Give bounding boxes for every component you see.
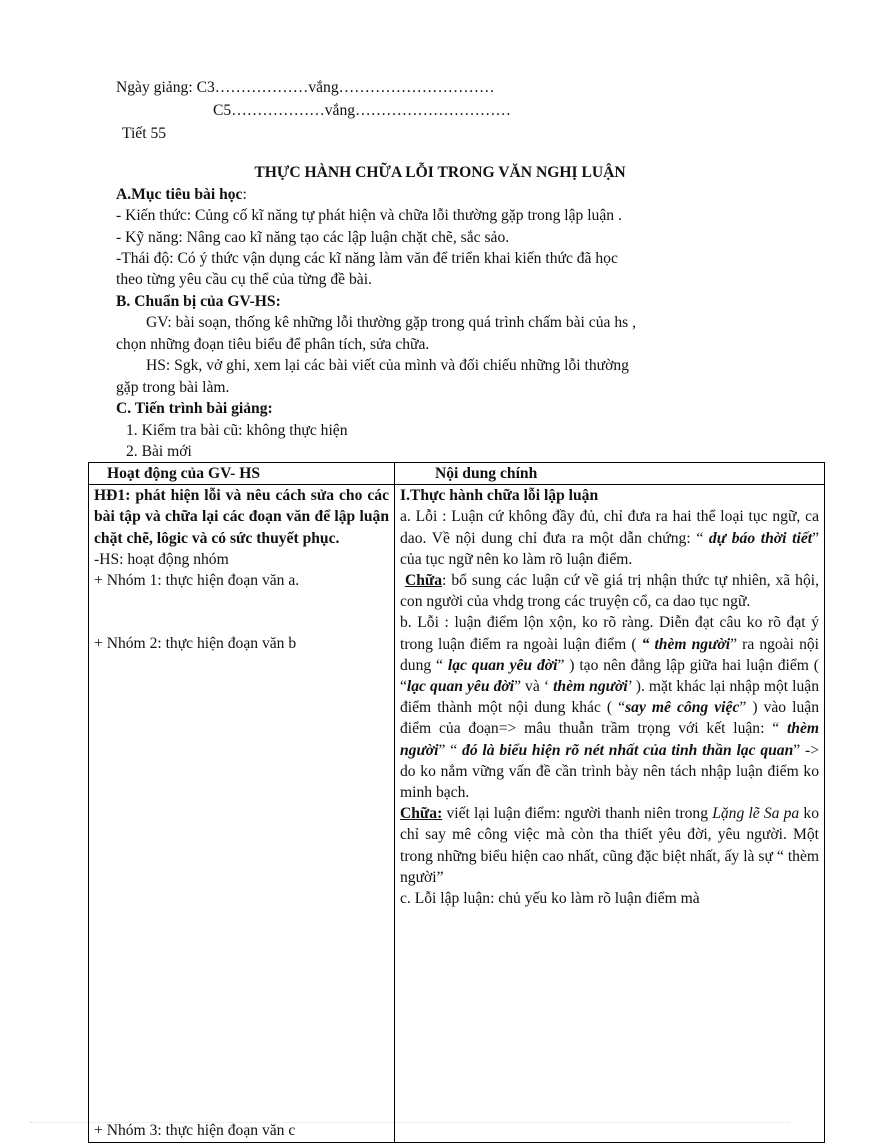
- col-header-content: Nội dung chính: [395, 463, 825, 485]
- objective-attitude-line1: -Thái độ: Có ý thức vận dụng các kĩ năng làm văn để triển khai kiến thức đã học: [116, 250, 618, 267]
- work-title: Lặng lẽ Sa pa: [712, 805, 800, 823]
- page-title: THỰC HÀNH CHỮA LỖI TRONG VĂN NGHỊ LUẬN: [254, 164, 626, 181]
- class-c3-absent: C3………………vắng…………………………: [196, 79, 495, 96]
- content-error-a: a. Lỗi : Luận cứ không đầy đủ, chỉ đưa ra hai thể loại tục ngữ, ca dao. Về nội dung chỉ đưa ra một dẫn chứng: “ dự báo thời tiết” của tục ngữ nên ko làm rõ luận điểm.: [400, 508, 820, 568]
- activity-group-1: + Nhóm 1: thực hiện đoạn văn a.: [94, 572, 300, 590]
- content-error-b: b. Lỗi : luận điểm lộn xộn, ko rõ ràng. Diễn đạt câu ko rõ đạt ý trong luận điểm ra ngoài luận điểm ( “ thèm người” ra ngoài nội dung “ lạc quan yêu đời” ) tạo nên đẳng lập giữa hai luận điểm ( “lạc quan yêu đời” và ‘ thèm người’ ). mặt khác lại nhập một luận điểm thành một nội dung khác ( “say mê công việc” ) vào luận điểm của đoạn=> mâu thuẫn trầm trọng với kết luận: “ thèm người” “ đó là biểu hiện rõ nét nhất của tinh thần lạc quan” -> do ko nắm vững vấn đề cần trình bày nên tách nhập luận điểm ko minh bạch.: [400, 614, 820, 802]
- date-label: Ngày giảng:: [116, 79, 193, 96]
- student-prep-line1: HS: Sgk, vở ghi, xem lại các bài viết của mình và đối chiếu những lỗi thường: [146, 357, 629, 374]
- student-prep-line2: gặp trong bài làm.: [116, 379, 230, 396]
- section-a-heading-text: A.Mục tiêu bài học: [116, 186, 243, 203]
- page-bottom-divider: [30, 1122, 790, 1123]
- section-c-heading: C. Tiến trình bài giảng:: [116, 400, 273, 417]
- procedure-item-2: 2. Bài mới: [126, 443, 192, 460]
- lesson-number: Tiết 55: [122, 125, 167, 142]
- activity-group-3: + Nhóm 3: thực hiện đoạn văn c: [94, 1122, 296, 1140]
- activities-cell: [89, 485, 395, 1142]
- procedure-item-1: 1. Kiểm tra bài cũ: không thực hiện: [126, 422, 348, 439]
- objective-skill: - Kỹ năng: Nâng cao kĩ năng tạo các lập luận chặt chẽ, sắc sảo.: [116, 229, 510, 246]
- section-a-heading-colon: :: [242, 186, 247, 203]
- objective-knowledge: - Kiến thức: Củng cố kĩ năng tự phát hiện và chữa lỗi thường gặp trong lập luận .: [116, 207, 622, 224]
- teacher-prep-line2: chọn những đoạn tiêu biểu để phân tích, sửa chữa.: [116, 336, 430, 353]
- section-a-heading: [116, 184, 247, 205]
- activity-group-work: -HS: hoạt động nhóm: [94, 550, 229, 568]
- fix-label-a: Chữa: [404, 572, 443, 590]
- class-c5-absent: C5………………vắng…………………………: [213, 102, 512, 119]
- col-header-activities: Hoạt động của GV- HS: [89, 463, 395, 485]
- quote-du-bao-thoi-tiet: dự báo thời tiết: [708, 529, 813, 547]
- objective-attitude-line2: theo từng yêu cầu cụ thể của từng đề bài.: [116, 271, 372, 288]
- activity-hd1: HĐ1: phát hiện lỗi và nêu cách sửa cho các bài tập và chữa lại các đoạn văn để lập luận chặt chẽ, lôgic và có sức thuyết phục.: [94, 487, 389, 547]
- section-b-heading: B. Chuẩn bị của GV-HS:: [116, 293, 281, 310]
- lesson-table: [88, 462, 825, 1143]
- content-error-c: c. Lỗi lập luận: chủ yếu ko làm rõ luận điểm mà: [400, 890, 700, 908]
- table-row: [89, 485, 825, 1142]
- content-fix-b: Chữa: viết lại luận điểm: người thanh niên trong Lặng lẽ Sa pa ko chỉ say mê công việc mà còn tha thiết yêu đời, yêu người. Một trong những biểu hiện cao nhất, cũng đặc biệt nhất, ấy là sự “ thèm người”: [400, 805, 819, 886]
- date-line-1: [116, 77, 495, 98]
- content-heading: I.Thực hành chữa lỗi lập luận: [400, 487, 599, 505]
- table-header-row: [89, 463, 825, 485]
- content-fix-a: Chữa: bổ sung các luận cứ về giá trị nhận thức tự nhiên, xã hội, con người của vhdg trong các truyện cổ, ca dao tục ngữ.: [400, 572, 819, 611]
- date-line-2: [213, 100, 511, 121]
- content-cell: [395, 485, 825, 1142]
- activity-group-2: + Nhóm 2: thực hiện đoạn văn b: [94, 635, 297, 653]
- teacher-prep-line1: GV: bài soạn, thống kê những lỗi thường gặp trong quá trình chấm bài của hs ,: [146, 314, 636, 331]
- fix-label-b: Chữa:: [400, 805, 443, 823]
